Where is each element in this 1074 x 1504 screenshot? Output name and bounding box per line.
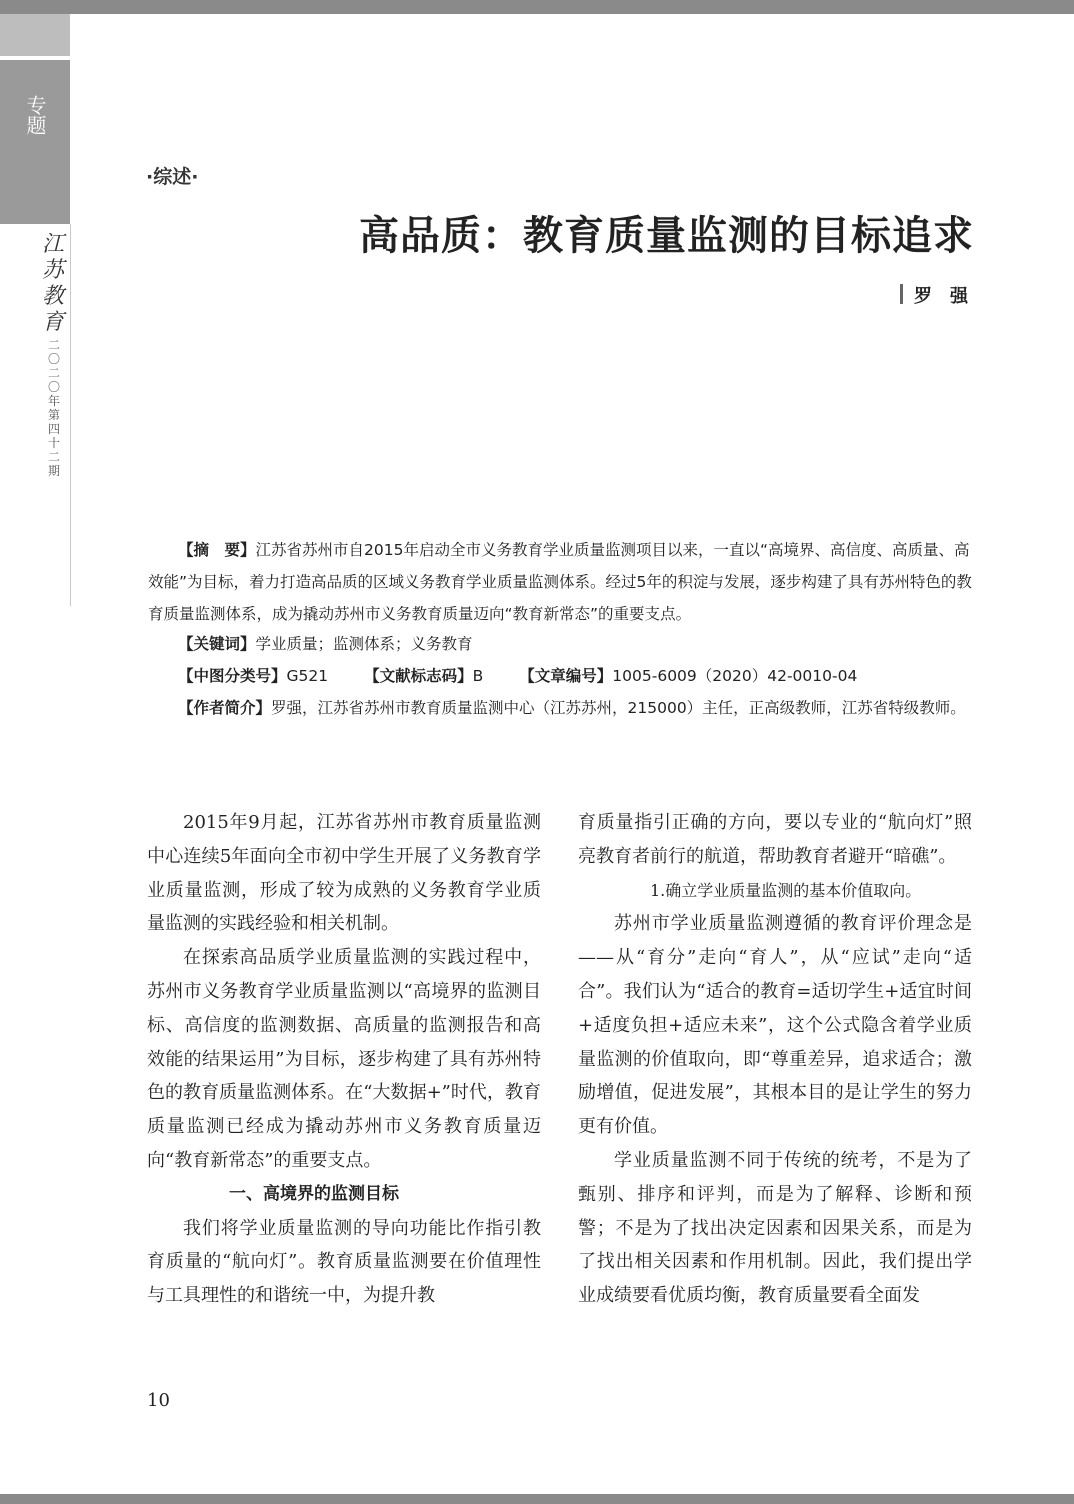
page-number: 10 — [147, 1390, 170, 1411]
clc-label: 【中图分类号】 — [178, 667, 287, 685]
subsection-heading: 1.确立学业质量监测的基本价值取向。 — [650, 880, 922, 900]
bio-text: 罗强，江苏省苏州市教育质量监测中心（江苏苏州，215000）主任，正高级教师，江苏省特级教师。 — [271, 699, 966, 717]
top-border-bar — [0, 0, 1074, 14]
author-bio — [148, 692, 974, 724]
magazine-name: 江苏教育 — [41, 232, 64, 335]
doc-code-label: 【文献标志码】 — [364, 667, 473, 685]
side-tab-cap — [0, 14, 70, 56]
section-heading: 一、高境界的监测目标 — [229, 1183, 399, 1204]
article-number-value: 1005-6009（2020）42-0010-04 — [612, 667, 858, 685]
author-marker — [900, 284, 903, 304]
issue-info: 二〇二〇年第四十二期 — [47, 338, 60, 478]
paragraph: 学业质量监测不同于传统的统考，不是为了甄别、排序和评判，而是为了解释、诊断和预警；不是为了找出决定因素和因果关系，而是为了找出相关因素和作用机制。因此，我们提出学业成绩要看优质均衡，教育质量要看全面发 — [578, 1149, 972, 1307]
article-number-label: 【文章编号】 — [519, 667, 613, 685]
bio-label: 【作者简介】 — [178, 699, 272, 717]
paragraph: 育质量指引正确的方向，要以专业的“航向灯”照亮教育者前行的航道，帮助教育者避开“暗礁”。 — [578, 812, 972, 867]
classification-line — [148, 660, 1004, 692]
doc-code-value: B — [472, 667, 484, 685]
keywords — [148, 628, 1004, 660]
section-tag: ·综述· — [146, 166, 199, 188]
article-title: 高品质：教育质量监测的目标追求 — [359, 213, 974, 259]
body-column-left — [147, 806, 541, 1313]
paragraph: 我们将学业质量监测的导向功能比作指引教育质量的“航向灯”。教育质量监测要在价值理性与工具理性的和谐统一中，为提升教 — [147, 1217, 541, 1307]
body-column-right — [578, 806, 972, 1313]
bottom-border-bar — [0, 1494, 1074, 1504]
side-divider — [70, 224, 71, 606]
keywords-text: 学业质量；监测体系；义务教育 — [255, 635, 473, 653]
side-tab-label: 专题 — [23, 95, 47, 135]
abstract-label: 【摘 要】 — [178, 541, 256, 559]
keywords-label: 【关键词】 — [178, 635, 256, 653]
paragraph: 在探索高品质学业质量监测的实践过程中，苏州市义务教育学业质量监测以“高境界的监测目标、高信度的监测数据、高质量的监测报告和高效能的结果运用”为目标，逐步构建了具有苏州特色的教育质量监测体系。在“大数据+”时代，教育质量监测已经成为撬动苏州市义务教育质量迈向“教育新常态”的重要支点。 — [147, 947, 541, 1171]
abstract — [148, 534, 974, 630]
author-name: 罗强 — [914, 286, 986, 307]
clc-value: G521 — [286, 667, 329, 685]
paragraph: 苏州市学业质量监测遵循的教育评价理念是——从“育分”走向“育人”，从“应试”走向“适合”。我们认为“适合的教育=适切学生+适宜时间+适度负担+适应未来”，这个公式隐含着学业质量监测的价值取向，即“尊重差异，追求适合；激励增值，促进发展”，其根本目的是让学生的努力更有价值。 — [578, 913, 972, 1138]
abstract-text: 江苏省苏州市自2015年启动全市义务教育学业质量监测项目以来，一直以“高境界、高信度、高质量、高效能”为目标，着力打造高品质的区域义务教育学业质量监测体系。经过5年的积淀与发展，逐步构建了具有苏州特色的教育质量监测体系，成为撬动苏州市义务教育质量迈向“教育新常态”的重要支点。 — [148, 541, 972, 623]
paragraph: 2015年9月起，江苏省苏州市教育质量监测中心连续5年面向全市初中学生开展了义务教育学业质量监测，形成了较为成熟的义务教育学业质量监测的实践经验和相关机制。 — [147, 812, 541, 935]
